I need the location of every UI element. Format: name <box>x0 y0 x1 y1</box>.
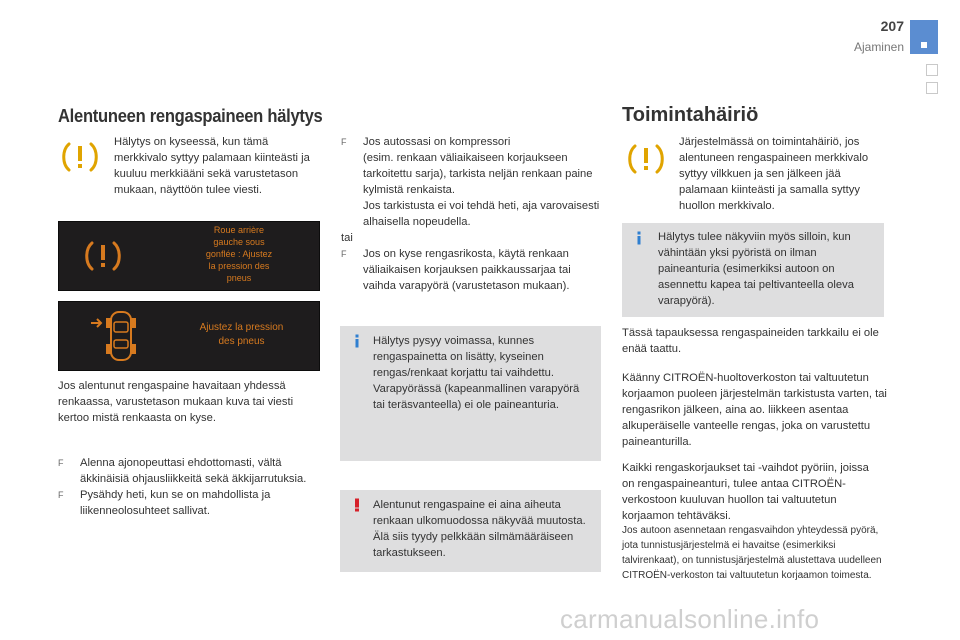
info-icon <box>632 231 646 245</box>
contact-dealer-paragraph: Käänny CITROËN-huoltoverkoston tai valtuutetun korjaamon puoleen järjestelmän tarkistusta varten, tai rengasrikon jälkeen, aina ao. liikkeen asentaa alkuperäiselle vanteelle rengas, joka on varustettu paineanturilla. <box>622 372 887 448</box>
info-box-alert-persists <box>340 326 601 461</box>
list-item <box>58 455 318 487</box>
bullet-text: Alenna ajonopeuttasi ehdottomasti, vältä äkkinäisiä ohjausliikkeitä sekä äkkijarrutuksia. <box>80 457 307 485</box>
tab-dot-icon <box>921 42 927 48</box>
display-line: des pneus <box>218 335 265 347</box>
reinitialise-paragraph: Jos autoon asennetaan rengasvaihdon yhteydessä pyörä, jota tunnistusjärjestelmä ei havaitse (esimerkiksi talvirenkaat), on tunnistusjärjestelmä alustettava uudelleen CITROËN-verkoston tai valtuutetun korjaamon toimesta. <box>622 525 882 581</box>
malfunction-intro: Järjestelmässä on toimintahäiriö, jos alentuneen rengaspaineen merkkivalo syttyy vilkkuen ja sen jälkeen jää palamaan kiinteästi ja samalla syttyy huollon merkkivalo. <box>679 136 869 212</box>
detection-paragraph: Jos alentunut rengaspaine havaitaan yhdessä renkaassa, varustetason mukaan kuva tai viesti kertoo mistä renkaasta on kyse. <box>58 380 294 424</box>
or-word: tai <box>341 232 353 244</box>
car-top-view-icon <box>89 308 153 364</box>
bullet-marker: F <box>341 137 347 147</box>
list-item <box>341 134 601 246</box>
chapter-tab-active[interactable] <box>910 20 938 54</box>
bullet-text: Jos autossasi on kompressori <box>363 136 511 148</box>
monitoring-not-guaranteed: Tässä tapauksessa rengaspaineiden tarkkailu ei ole enää taattu. <box>622 327 879 355</box>
section-title-low-pressure: Alentuneen rengaspaineen hälytys <box>58 106 323 126</box>
tyre-pressure-warning-icon <box>60 140 100 174</box>
tyre-pressure-warning-icon <box>626 142 666 176</box>
bullet-text: Pysähdy heti, kun se on mahdollista ja liikenneolosuhteet sallivat. <box>80 489 271 517</box>
bullet-text: Jos tarkistusta ei voi tehdä heti, aja varovaisesti alhaisella nopeudella. <box>363 200 600 228</box>
chapter-label: Ajaminen <box>853 40 904 54</box>
low-pressure-intro: Hälytys on kyseessä, kun tämä merkkivalo syttyy palamaan kiinteästi ja kuuluu merkkiääni sekä varustetason mukaan, näyttöön tulee viesti. <box>114 136 310 196</box>
alert-icon <box>350 498 364 512</box>
info-box-text: Hälytys tulee näkyviin myös silloin, kun vähintään yksi pyöristä on ilman paineanturia (esimerkiksi autoon on asennettu kapea tai peltivanteella oleva varapyörä). <box>658 231 854 307</box>
display-line: pneus <box>226 273 252 284</box>
display-line: la pression des <box>208 261 270 272</box>
list-item <box>341 246 601 294</box>
tyre-pressure-warning-icon <box>83 238 123 274</box>
info-box-no-sensor <box>622 223 884 317</box>
bullet-marker: F <box>341 249 347 259</box>
bullet-marker: F <box>58 490 64 500</box>
info-icon <box>350 334 364 348</box>
display-message-text <box>179 225 299 285</box>
middle-bullet-list <box>341 134 601 294</box>
dashboard-display-car <box>58 301 320 371</box>
display-line: gonflée : Ajustez <box>205 249 273 260</box>
dashboard-display-message <box>58 221 320 291</box>
display-line: Roue arrière <box>213 225 265 236</box>
watermark: carmanualsonline.info <box>560 604 820 634</box>
list-item <box>58 487 318 519</box>
chapter-tab-empty[interactable] <box>926 82 938 94</box>
info-box-text: Hälytys pysyy voimassa, kunnes rengaspainetta on lisätty, kyseinen rengas/renkaat korjattu tai vaihdettu. Varapyörässä (kapeanmallinen varapyörä tai teräsvanteella) ei ole paineanturia. <box>373 335 580 411</box>
chapter-tab-empty[interactable] <box>926 64 938 76</box>
page-number: 207 <box>880 18 904 34</box>
display-message-text <box>179 320 304 348</box>
display-line: gauche sous <box>213 237 265 248</box>
bullet-marker: F <box>58 458 64 468</box>
bullet-text: (esim. renkaan väliaikaiseen korjaukseen tarkoitettu sarja), tarkista neljän renkaan paine kylmistä renkaista. <box>363 152 593 196</box>
display-line: Ajustez la pression <box>199 321 284 333</box>
bullet-text: Jos on kyse rengasrikosta, käytä renkaan väliaikaisen korjauksen paikkaussarjaa tai vaihda varapyörä (varustetason mukaan). <box>363 248 571 292</box>
left-bullet-list <box>58 455 318 519</box>
warning-box-text: Alentunut rengaspaine ei aina aiheuta renkaan ulkomuodossa näkyvää muutosta. Älä siis tyydy pelkkään silmämääräiseen tarkastukseen. <box>373 499 586 559</box>
warning-box-visual-check <box>340 490 601 572</box>
section-title-malfunction: Toimintahäiriö <box>622 104 759 126</box>
repairs-paragraph: Kaikki rengaskorjaukset tai -vaihdot pyöriin, joissa on rengaspaineanturi, tulee antaa CITROËN-verkostoon kuuluvan huollon tai valtuutetun korjaamon tehtäväksi. <box>622 462 869 522</box>
